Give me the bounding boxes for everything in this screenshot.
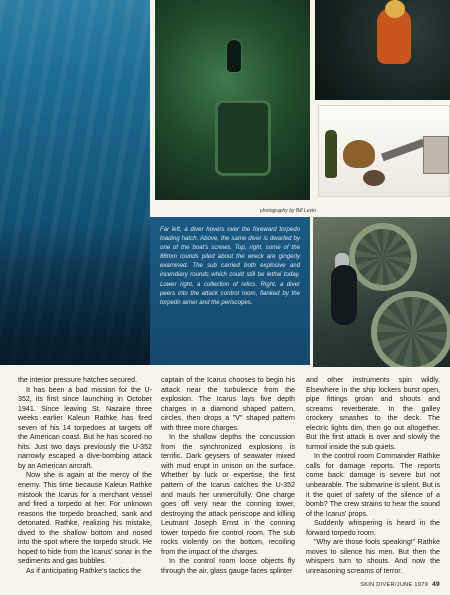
paragraph: "Why are those fools speaking!" Rathke moves to silence his men. But then the whispers turn to shouts. And now the unreasoning screams of terror. <box>306 538 440 575</box>
wreck-hatch <box>215 100 271 176</box>
photo-shadow <box>0 225 150 365</box>
photo-credit: photography by Bill Levin <box>260 208 316 214</box>
photo-relics <box>318 105 450 197</box>
paragraph: It has been a bad mission for the U-352, its first since launching in October 1941. Since leaving St. Nazaire three weeks earlier Kaleun Rathke has fired seven of his 14 torpedoes at targets off the American coast. But he has scored no hits. Just two days previously the U-352 narrowly escaped a dive-bombing attack by an American aircraft. <box>18 385 152 470</box>
paragraph: and other instruments spin wildly. Elsewhere in the ship lockers burst open, pipe fittings groan and shouts and screams reverberate. In the galley crockery smashes to the deck. The electric lights dim, then go out altogether. But the first attack is over and slowly the turmoil inside the sub quiets. <box>306 376 440 451</box>
photo-examining-rounds <box>315 0 450 100</box>
pot-relic <box>343 140 375 168</box>
box-relic <box>423 136 449 174</box>
dish-relic <box>363 170 385 186</box>
magazine-issue: SKIN DIVER/JUNE 1979 <box>360 582 429 588</box>
paragraph: In the control room loose objects fly through the air, glass gauge faces splinter <box>161 557 295 575</box>
article-column-2 <box>161 376 295 576</box>
paragraph: Now she is again at the mercy of the enemy. This time because Kaleun Rathke mistook the Icarus for a merchant vessel and fired a torpedo at her. For unknown reasons the torpedo broached, sank and detonated. Rathke, realizing his mistake, dived to the shallow bottom and nosed into the spot where the torpedo struck. He hoped to hide from the Icarus' sonar in the sediments and gas bubbles. <box>18 471 152 566</box>
diver-head <box>385 0 405 18</box>
page-folio <box>360 581 440 588</box>
paragraph: As if anticipating Rathke's tactics the <box>26 566 141 575</box>
photo-diver-over-hatch <box>0 0 150 365</box>
paragraph: the interior pressure hatches secured. <box>18 376 138 384</box>
article-column-1 <box>18 376 152 576</box>
paragraph: In the shallow depths the concussion from the synchronized explosions is terrific. Dark geysers of seawater mixed with mud erupt in unison on the surface. Whether by luck or expertise, the first pattern of the Icarus catches the U-352 and mauls her unmercifully. One charge goes off very near the conning tower, destroying the attack periscope and killing Leutnant Joseph Ernst in the conning tower torpedo fire control room. The sub rocks violently on the bottom, recoiling from the impact of the charges. <box>161 433 295 556</box>
bottle-relic <box>325 130 337 178</box>
pistol-relic <box>381 139 425 162</box>
paragraph: Suddenly whispering is heard in the forward torpedo room. <box>306 519 440 537</box>
paragraph: In the control room Commander Rathke calls for damage reports. The reports come back: damage is severe but not unbearable. The submarine is silent. But is it the quiet of safety of the silence of a bomb? The crew strains to hear the sound of the Icarus' props. <box>306 452 440 518</box>
photo-caption: Far left, a diver hovers over the foreward torpedo loading hatch. Above, the same diver is dwarfed by one of the boat's screws. Top, right, some of the 88mm rounds piled about the wreck are gingerly examined. The sub carried both explosive and incendiary rounds which could still be lethal today. Lower right, a collection of relics. Right, a diver peers into the attack control room, flanked by the torpedo aimer and the periscopes. <box>160 226 300 306</box>
control-wheel <box>349 223 417 291</box>
paragraph: captain of the Icarus chooses to begin his attack near the turbulence from the explosion. The Icarus lays five depth charges in a diamond shaped pattern, circles, then drops a "V" shaped pattern with three more charges. <box>161 376 295 432</box>
caption-panel <box>150 217 310 365</box>
diver-silhouette <box>331 265 357 325</box>
photo-attack-control-room <box>313 217 450 367</box>
page-number: 49 <box>432 581 440 588</box>
photo-diver-and-screw <box>155 0 310 200</box>
control-wheel <box>371 291 450 367</box>
article-column-3 <box>306 376 440 576</box>
diver-silhouette <box>227 40 241 72</box>
